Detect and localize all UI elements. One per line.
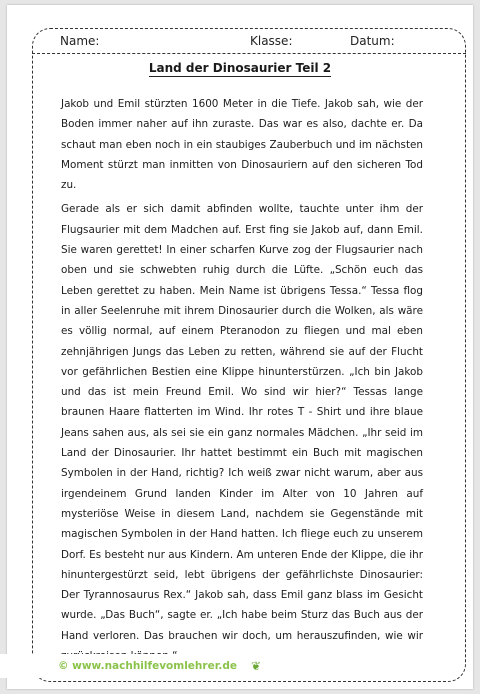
footer-website: [0, 654, 308, 678]
website-text: © www.nachhilfevomlehrer.de: [58, 660, 237, 672]
story-title: [0, 61, 480, 75]
class-label: Klasse:: [250, 34, 293, 48]
story-paragraph-1: Jakob und Emil stürzten 1600 Meter in die Tiefe. Jakob sah, wie der Boden immer naher auf ihn zuraste. Das war es also, dachte er. Da schaut man eben noch in ein staubiges Zauberbuch und im nächsten Moment stürzt man inmitten von Dinosauriern auf den sicheren Tod zu.: [61, 98, 423, 192]
story-text: [61, 94, 423, 670]
story-paragraph-2: Gerade als er sich damit abfinden wollte, tauchte unter ihm der Flugsaurier mit dem Madchen auf. Erst fing sie Jakob auf, dann Emil. Sie waren gerettet! In einer scharfen Kurve zog der Flugsaurier nach oben und sie schwebten ruhig durch die Lüfte. „Schön euch das Leben gerettet zu haben. Mein Name ist übrigens Tessa.“ Tessa flog in aller Seelenruhe mit ihrem Dinosaurier durch die Wolken, als wäre es völlig normal, auf einem Pteranodon zu fliegen und mal eben zehnjährigen Jungs das Leben zu retten, während sie auf der Flucht vor gefährlichen Bestien eine Klippe hinunterstürzen. „Ich bin Jakob und das ist mein Freund Emil. Wo sind wir hier?“ Tessas lange braunen Haare flatterten im Wind. Ihr rotes T - Shirt und ihre blaue Jeans sahen aus, als sei sie ein ganz normales Mädchen. „Ihr seid im Land der Dinosaurier. Ihr hattet bestimmt ein Buch mit magischen Symbolen in der Hand, richtig? Ich weiß zwar nicht warum, aber aus irgendeinem Grund landen Kinder im Alter von 10 Jahren auf mysteriöse Weise in diesem Land, nachdem sie Gegenstände mit magischen Symbolen in der Hand hatten. Ich fliege euch zu unserem Dorf. Es besteht nur aus Kindern. Am unteren Ende der Klippe, die ihr hinuntergestürzt seid, lebt übrigens der gefährlichste Dinosaurier: Der Tyrannosaurus Rex.“ Jakob sah, dass Emil ganz blass im Gesicht wurde. „Das Buch“, sagte er. „Ich habe beim Sturz das Buch aus der Hand verloren. Das brauchen wir doch, um herauszufinden, wie wir: [61, 203, 423, 642]
name-label: Name:: [60, 34, 100, 48]
header-row: [32, 28, 466, 54]
leaf-sprout-icon: ❦: [251, 659, 262, 673]
date-label: Datum:: [350, 34, 395, 48]
story-title-text: Land der Dinosaurier Teil 2: [148, 61, 332, 75]
